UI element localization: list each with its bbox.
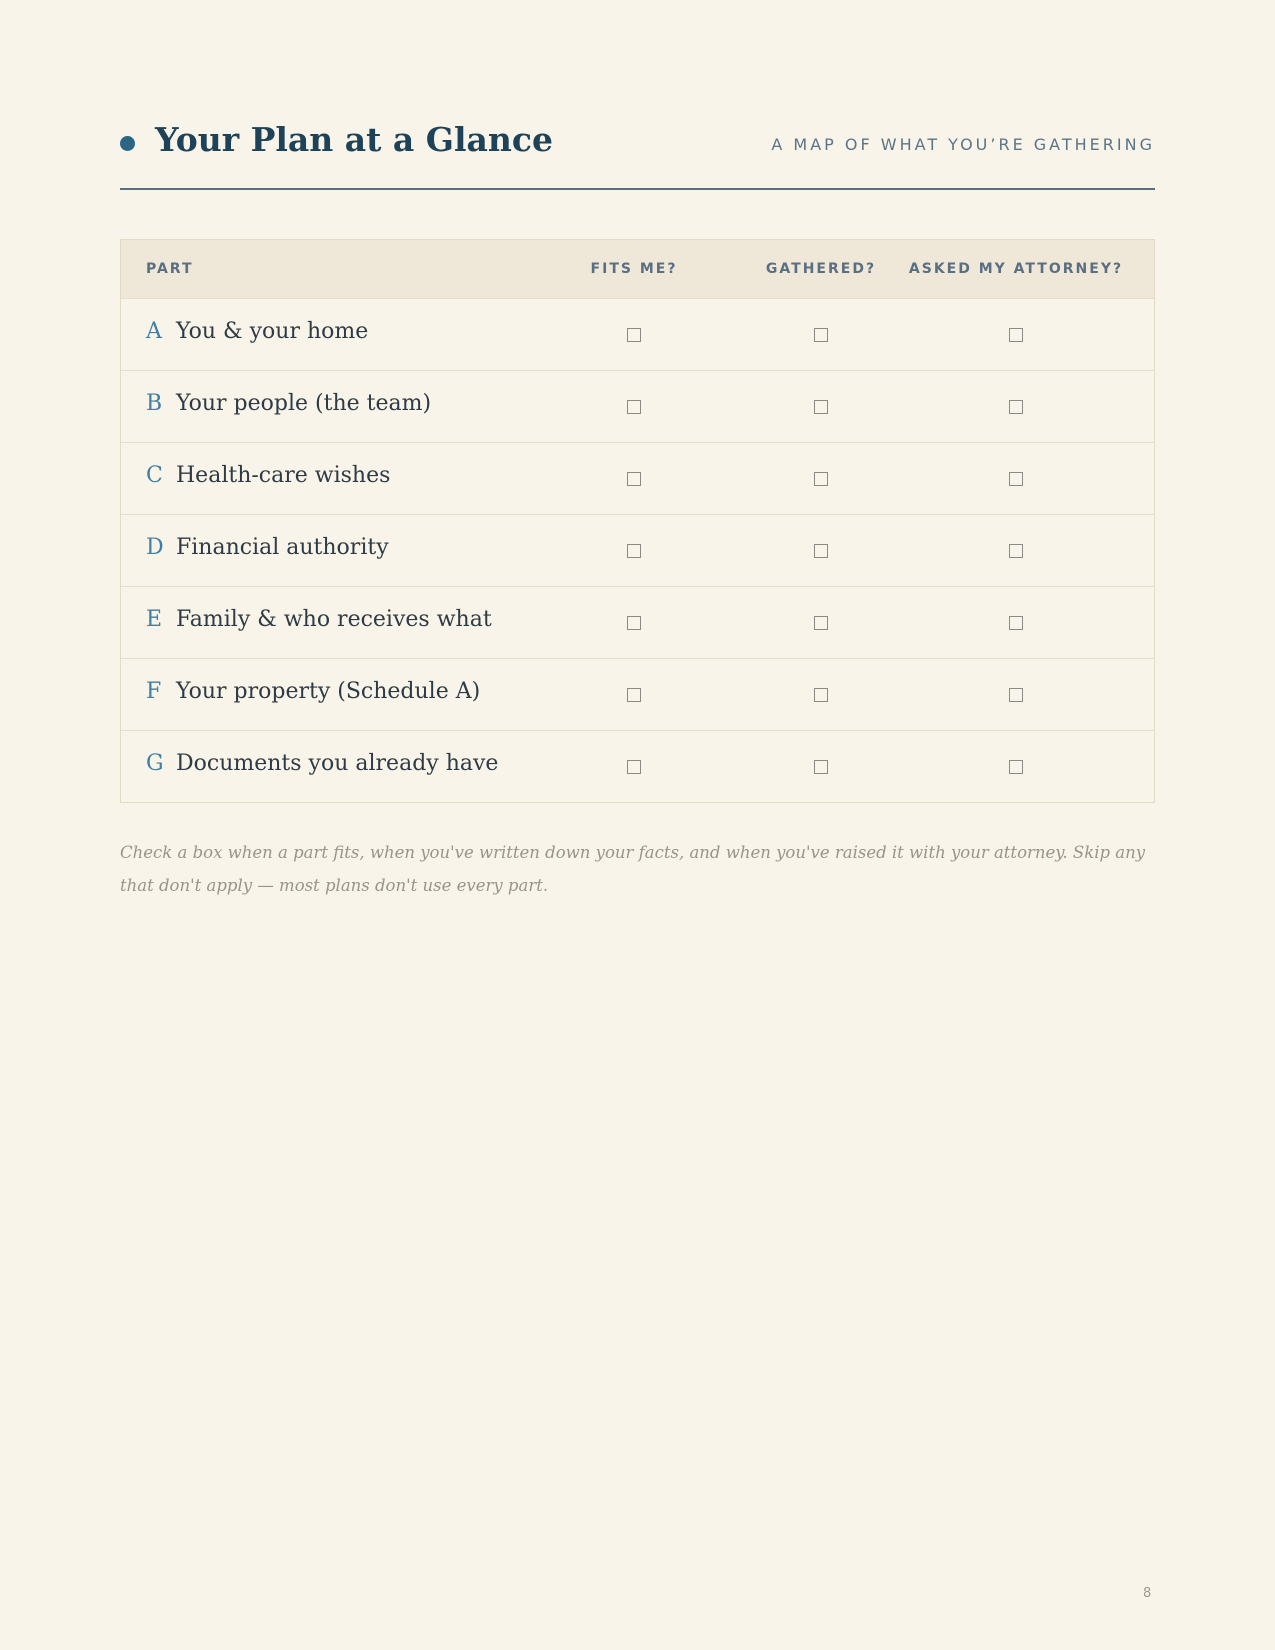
fits-me-checkbox[interactable] [627, 544, 641, 558]
gathered-checkbox[interactable] [814, 472, 828, 486]
part-label: Your property (Schedule A) [176, 679, 481, 704]
page-title: Your Plan at a Glance [155, 120, 553, 159]
asked-attorney-checkbox[interactable] [1009, 472, 1023, 486]
bullet-icon [120, 136, 135, 151]
footnote: Check a box when a part fits, when you've written down your facts, and when you've raised it with your attorney. Skip any that don't apply — most plans don't use every part. [120, 843, 1146, 895]
fits-me-checkbox[interactable] [627, 328, 641, 342]
table-row [121, 586, 1154, 658]
part-letter: D [146, 535, 164, 560]
page-number: 8 [1143, 1586, 1152, 1601]
gathered-checkbox[interactable] [814, 400, 828, 414]
part-label: Documents you already have [176, 751, 499, 776]
part-letter: A [146, 319, 162, 344]
column-header-gathered: GATHERED? [765, 261, 877, 277]
fits-me-checkbox[interactable] [627, 400, 641, 414]
part-letter: G [146, 751, 164, 776]
table-header [121, 240, 1154, 298]
table-row [121, 658, 1154, 730]
asked-attorney-checkbox[interactable] [1009, 616, 1023, 630]
fits-me-checkbox[interactable] [627, 616, 641, 630]
fits-me-checkbox[interactable] [627, 688, 641, 702]
gathered-checkbox[interactable] [814, 616, 828, 630]
page-subtitle: A MAP OF WHAT YOU’RE GATHERING [771, 135, 1155, 154]
table-body [121, 298, 1154, 802]
table-row [121, 730, 1154, 802]
asked-attorney-checkbox[interactable] [1009, 760, 1023, 774]
table-row [121, 298, 1154, 370]
gathered-checkbox[interactable] [814, 760, 828, 774]
column-header-fits-me: FITS ME? [590, 261, 678, 277]
column-header-asked-attorney: ASKED MY ATTORNEY? [908, 261, 1124, 277]
part-label: Health-care wishes [176, 463, 391, 488]
part-letter: F [146, 679, 162, 704]
fits-me-checkbox[interactable] [627, 760, 641, 774]
table-row [121, 514, 1154, 586]
asked-attorney-checkbox[interactable] [1009, 400, 1023, 414]
plan-table [120, 239, 1155, 803]
part-label: Your people (the team) [176, 391, 432, 416]
part-letter: C [146, 463, 163, 488]
table-row [121, 370, 1154, 442]
part-label: Financial authority [176, 535, 389, 560]
gathered-checkbox[interactable] [814, 688, 828, 702]
table-row [121, 442, 1154, 514]
column-header-part: PART [146, 261, 194, 277]
part-letter: B [146, 391, 163, 416]
part-label: Family & who receives what [176, 607, 492, 632]
page-header [120, 112, 1155, 190]
asked-attorney-checkbox[interactable] [1009, 544, 1023, 558]
part-letter: E [146, 607, 163, 632]
gathered-checkbox[interactable] [814, 328, 828, 342]
asked-attorney-checkbox[interactable] [1009, 688, 1023, 702]
part-label: You & your home [176, 319, 369, 344]
fits-me-checkbox[interactable] [627, 472, 641, 486]
asked-attorney-checkbox[interactable] [1009, 328, 1023, 342]
gathered-checkbox[interactable] [814, 544, 828, 558]
